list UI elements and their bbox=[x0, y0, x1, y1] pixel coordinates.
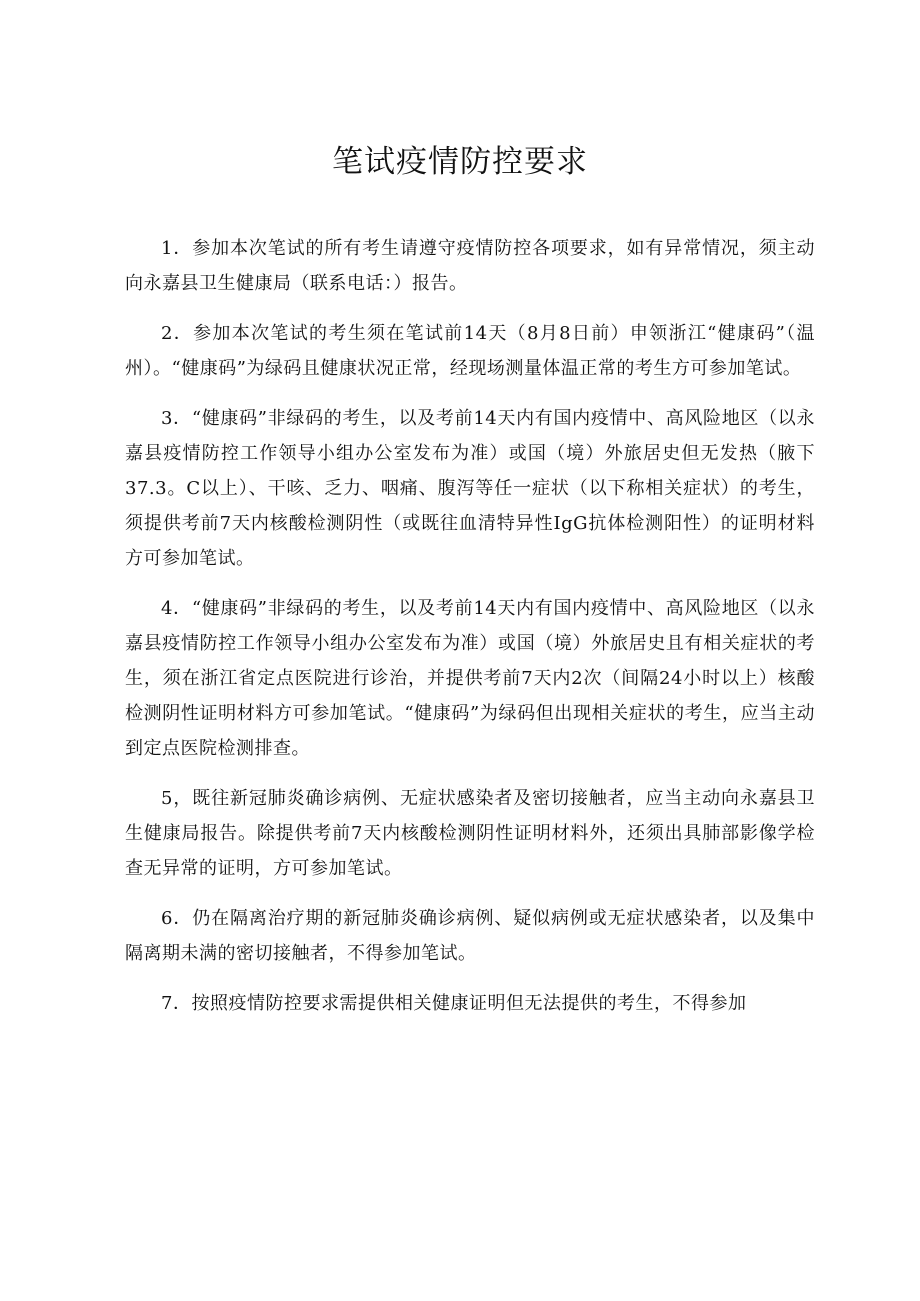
paragraph-7: 7．按照疫情防控要求需提供相关健康证明但无法提供的考生，不得参加 bbox=[161, 993, 747, 1014]
document-body bbox=[125, 231, 815, 1036]
paragraph-4: 4．“健康码”非绿码的考生，以及考前14天内有国内疫情中、高风险地区（以永嘉县疫情防控工作领导小组办公室发布为准）或国（境）外旅居史且有相关症状的考生，须在浙江省定点医院进行诊治，并提供考前7天内2次（间隔24小时以上）核酸检测阴性证明材料方可参加笔试。“健康码”为绿码但出现相关症状的考生，应当主动到定点医院检测排查。 bbox=[125, 598, 815, 759]
paragraph-1: 1．参加本次笔试的所有考生请遵守疫情防控各项要求，如有异常情况，须主动向永嘉县卫生健康局（联系电话：）报告。 bbox=[125, 238, 815, 294]
paragraph-3: 3．“健康码”非绿码的考生，以及考前14天内有国内疫情中、高风险地区（以永嘉县疫情防控工作领导小组办公室发布为准）或国（境）外旅居史但无发热（腋下37.3。C以上）、干咳、乏力、咽痛、腹泻等任一症状（以下称相关症状）的考生，须提供考前7天内核酸检测阴性（或既往血清特异性IgG抗体检测阳性）的证明材料方可参加笔试。 bbox=[125, 408, 815, 569]
paragraph-5: 5，既往新冠肺炎确诊病例、无症状感染者及密切接触者，应当主动向永嘉县卫生健康局报告。除提供考前7天内核酸检测阴性证明材料外，还须出具肺部影像学检查无异常的证明，方可参加笔试。 bbox=[125, 788, 815, 879]
document-title: 笔试疫情防控要求 bbox=[332, 144, 588, 180]
paragraph-2: 2．参加本次笔试的考生须在笔试前14天（8月8日前）申领浙江“健康码”（温州）。“健康码”为绿码且健康状况正常，经现场测量体温正常的考生方可参加笔试。 bbox=[125, 323, 815, 379]
paragraph-6: 6．仍在隔离治疗期的新冠肺炎确诊病例、疑似病例或无症状感染者，以及集中隔离期未满的密切接触者，不得参加笔试。 bbox=[125, 908, 815, 964]
